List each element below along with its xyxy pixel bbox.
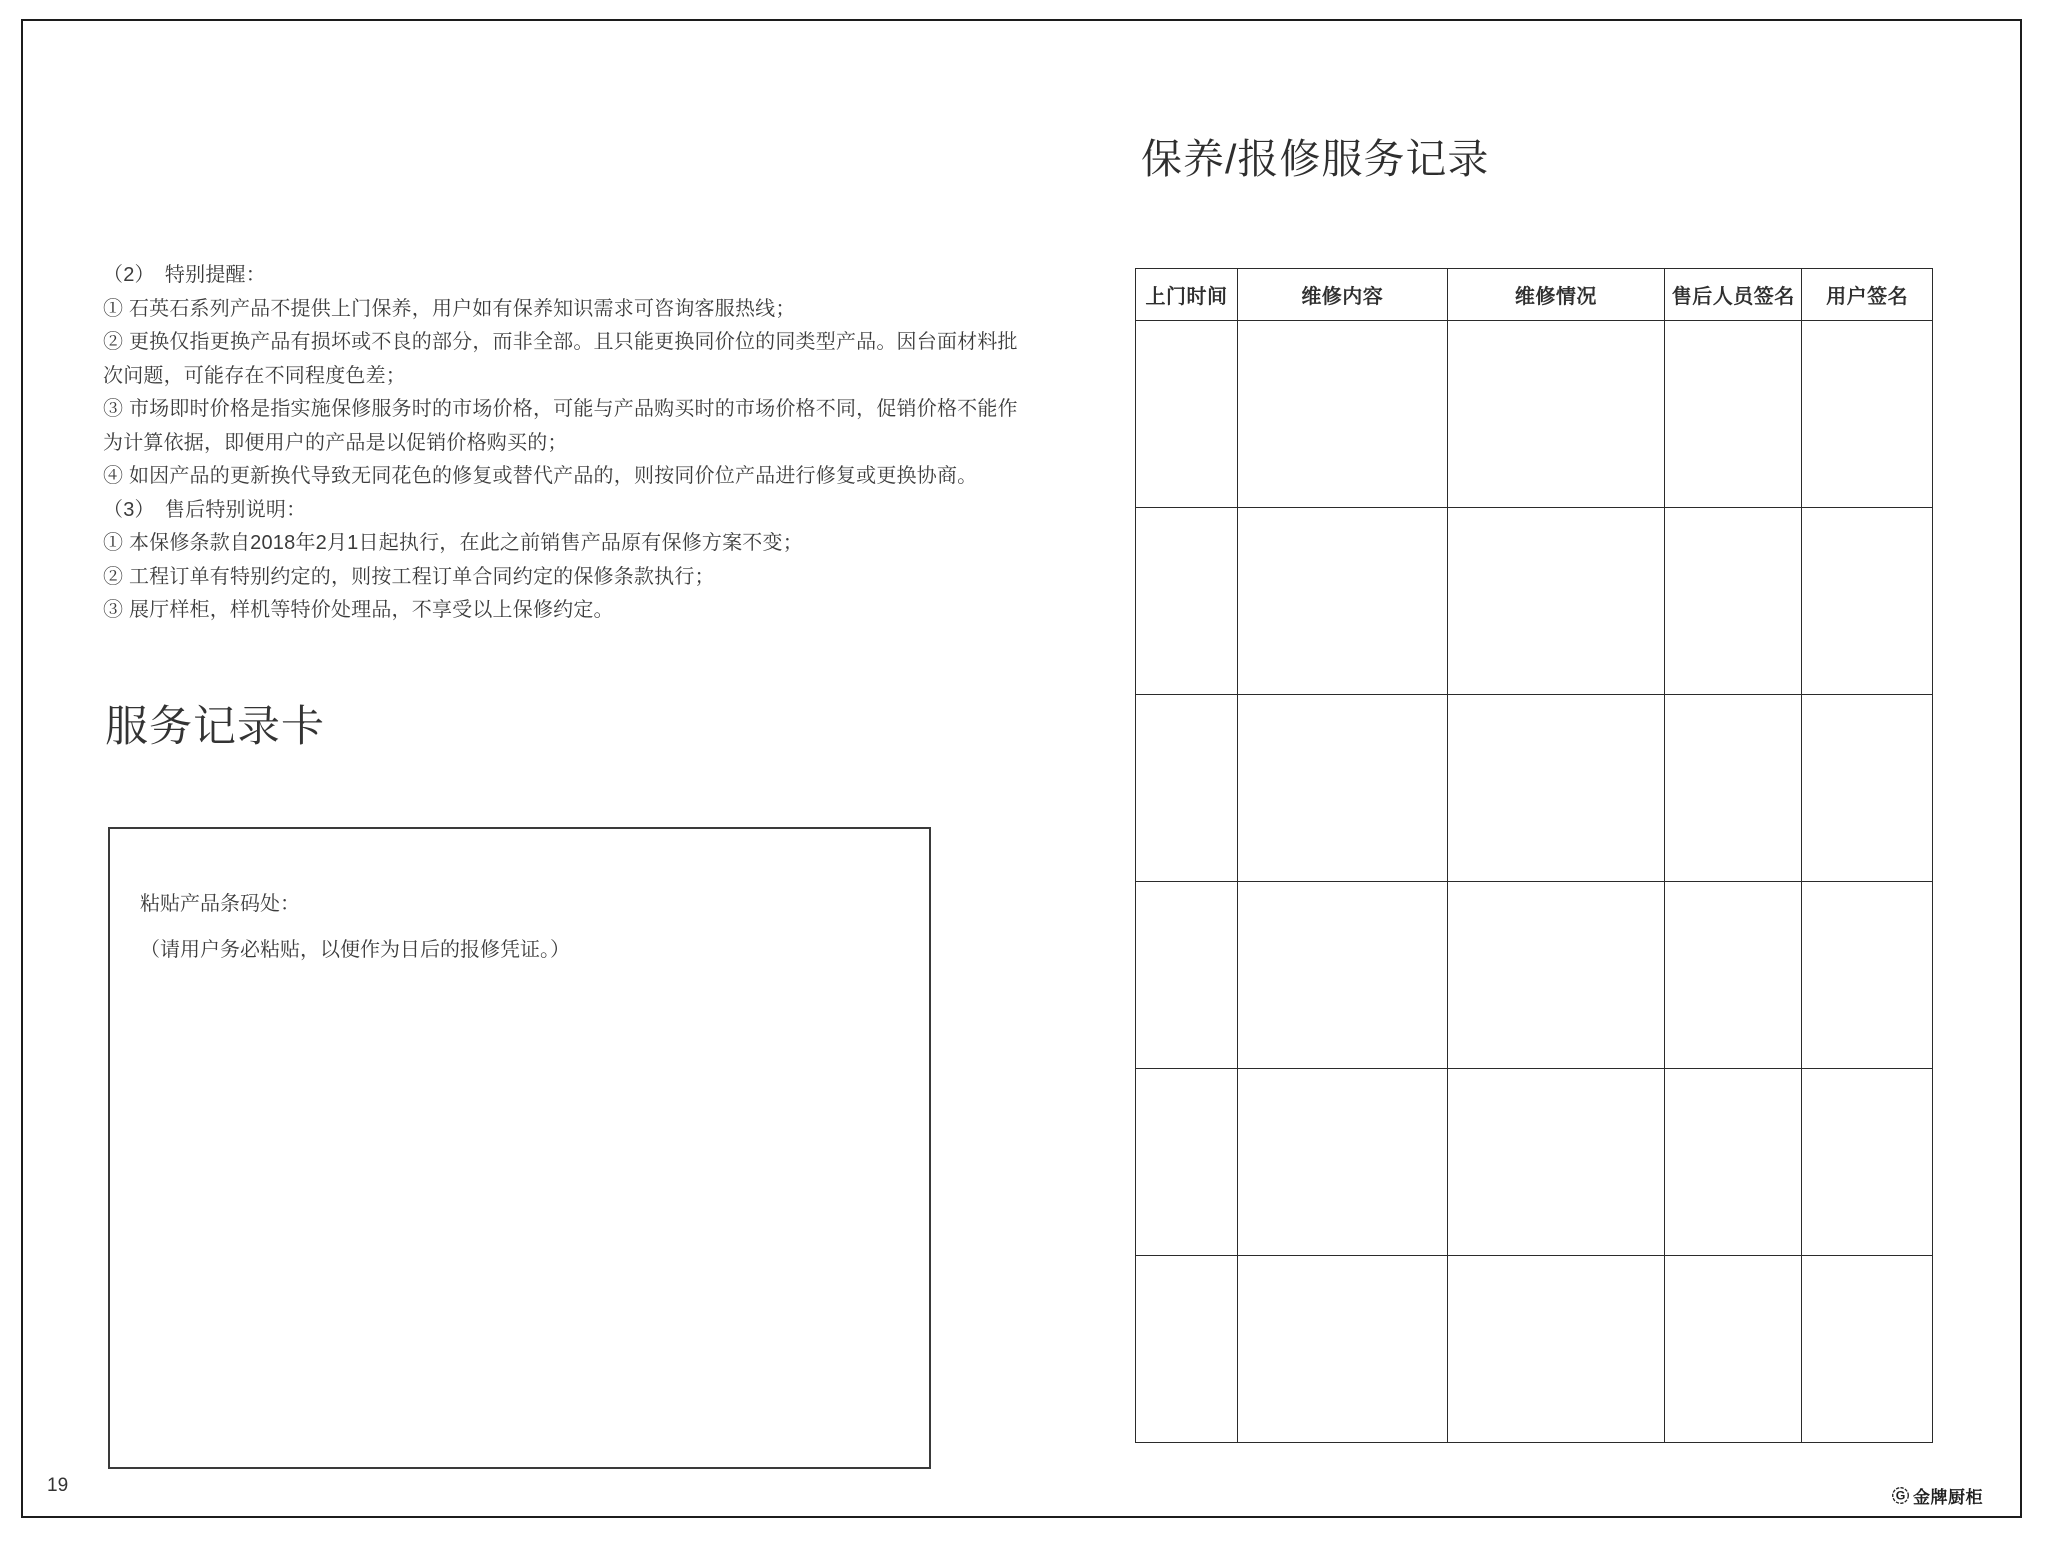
terms-line: ① 本保修条款自2018年2月1日起执行，在此之前销售产品原有保修方案不变； xyxy=(103,532,803,554)
table-row xyxy=(1136,1069,1933,1256)
terms-line: 为计算依据，即便用户的产品是以促销价格购买的； xyxy=(103,431,568,454)
table-cell xyxy=(1665,882,1802,1069)
table-cell xyxy=(1665,321,1802,508)
table-cell xyxy=(1665,1069,1802,1256)
terms-line: ① 石英石系列产品不提供上门保养，用户如有保养知识需求可咨询客服热线； xyxy=(103,297,796,320)
table-cell xyxy=(1238,882,1448,1069)
table-cell xyxy=(1802,508,1933,695)
service-record-table xyxy=(1135,268,1933,1443)
table-row xyxy=(1136,695,1933,882)
table-cell xyxy=(1447,1256,1665,1443)
table-row xyxy=(1136,321,1933,508)
table-row xyxy=(1136,882,1933,1069)
table-cell xyxy=(1802,321,1933,508)
terms-line: ③ 展厅样柜，样机等特价处理品，不享受以上保修约定。 xyxy=(103,599,614,621)
table-cell xyxy=(1136,882,1238,1069)
table-cell xyxy=(1802,1069,1933,1256)
table-cell xyxy=(1665,1256,1802,1443)
maintenance-record-title: 保养/报修服务记录 xyxy=(1141,136,1490,182)
column-header-repair-content: 维修内容 xyxy=(1238,269,1448,321)
table-cell xyxy=(1447,321,1665,508)
table-cell xyxy=(1136,695,1238,882)
terms-line: （2） 特别提醒： xyxy=(103,264,266,286)
table-row xyxy=(1136,508,1933,695)
table-cell xyxy=(1665,695,1802,882)
table-cell xyxy=(1238,508,1448,695)
brand-logo-text: 金牌厨柜 xyxy=(1913,1488,1983,1507)
table-cell xyxy=(1238,321,1448,508)
table-cell xyxy=(1802,1256,1933,1443)
column-header-visit-time: 上门时间 xyxy=(1136,269,1238,321)
table-cell xyxy=(1136,508,1238,695)
table-cell xyxy=(1136,321,1238,508)
barcode-box-note: （请用户务必粘贴，以便作为日后的报修凭证。） xyxy=(140,939,570,961)
table-cell xyxy=(1447,695,1665,882)
table-cell xyxy=(1238,1256,1448,1443)
terms-line: ③ 市场即时价格是指实施保修服务时的市场价格，可能与产品购买时的市场价格不同，促销价格不能作 xyxy=(103,398,1018,420)
brand-g-icon xyxy=(1891,1486,1910,1505)
service-table-body xyxy=(1136,321,1933,1443)
barcode-box-label: 粘贴产品条码处： xyxy=(140,893,300,915)
table-cell xyxy=(1136,1256,1238,1443)
barcode-paste-box xyxy=(108,827,931,1469)
terms-line: ④ 如因产品的更新换代导致无同花色的修复或替代产品的，则按同价位产品进行修复或更换协商。 xyxy=(103,465,978,487)
table-cell xyxy=(1136,1069,1238,1256)
column-header-repair-status: 维修情况 xyxy=(1447,269,1665,321)
svg-text:G: G xyxy=(1895,1488,1906,1503)
column-header-staff-signature: 售后人员签名 xyxy=(1665,269,1802,321)
service-record-card-title: 服务记录卡 xyxy=(105,703,325,751)
table-cell xyxy=(1447,1069,1665,1256)
table-cell xyxy=(1447,508,1665,695)
terms-line: ② 工程订单有特别约定的，则按工程订单合同约定的保修条款执行； xyxy=(103,565,715,588)
table-cell xyxy=(1238,1069,1448,1256)
table-cell xyxy=(1447,882,1665,1069)
brand-logo xyxy=(1891,1483,1983,1508)
table-cell xyxy=(1238,695,1448,882)
terms-line: （3） 售后特别说明： xyxy=(103,498,307,521)
page-number: 19 xyxy=(47,1475,69,1496)
table-cell xyxy=(1802,695,1933,882)
table-cell xyxy=(1665,508,1802,695)
table-row xyxy=(1136,1256,1933,1443)
terms-line: 次问题，可能存在不同程度色差； xyxy=(103,364,406,387)
table-cell xyxy=(1802,882,1933,1069)
column-header-user-signature: 用户签名 xyxy=(1802,269,1933,321)
table-header-row xyxy=(1136,269,1933,321)
warranty-terms-block xyxy=(103,259,1033,628)
terms-line: ② 更换仅指更换产品有损坏或不良的部分，而非全部。且只能更换同价位的同类型产品。因台面材料批 xyxy=(103,331,1018,353)
